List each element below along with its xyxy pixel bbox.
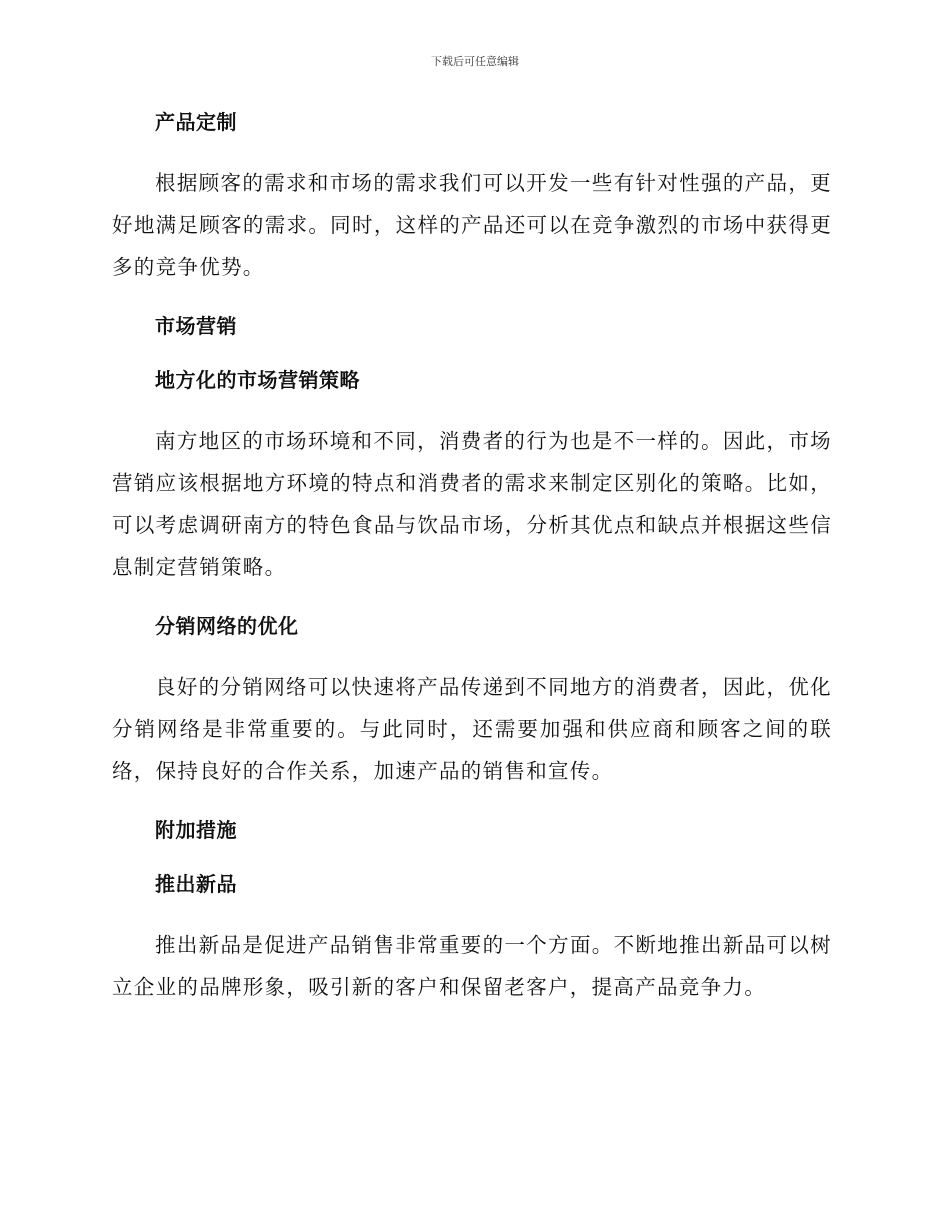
paragraph-localized-marketing: 南方地区的市场环境和不同，消费者的行为也是不一样的。因此，市场营销应该根据地方环境的特点和消费者的需求来制定区别化的策略。比如，可以考虑调研南方的特色食品与饮品市场，分析其优点和缺点并根据这些信息制定营销策略。 (112, 429, 832, 579)
section-heading-new-products: 推出新品 (155, 872, 237, 896)
paragraph-new-products: 推出新品是促进产品销售非常重要的一个方面。不断地推出新品可以树立企业的品牌形象，吸引新的客户和保留老客户，提高产品竞争力。 (112, 933, 832, 999)
section-heading-additional-measures: 附加措施 (155, 818, 237, 842)
document-body (112, 108, 832, 1008)
section-heading-distribution-network: 分销网络的优化 (155, 614, 299, 638)
paragraph-distribution-network: 良好的分销网络可以快速将产品传递到不同地方的消费者，因此，优化分销网络是非常重要的。与此同时，还需要加强和供应商和顾客之间的联络，保持良好的合作关系，加速产品的销售和宣传。 (112, 675, 832, 783)
section-heading-marketing: 市场营销 (155, 314, 237, 338)
paragraph-product-customization: 根据顾客的需求和市场的需求我们可以开发一些有针对性强的产品，更好地满足顾客的需求。同时，这样的产品还可以在竞争激烈的市场中获得更多的竞争优势。 (112, 171, 832, 279)
section-heading-product-customization: 产品定制 (155, 110, 237, 134)
section-heading-localized-marketing: 地方化的市场营销策略 (155, 368, 360, 392)
page-header: 下载后可任意编辑 (431, 55, 519, 68)
